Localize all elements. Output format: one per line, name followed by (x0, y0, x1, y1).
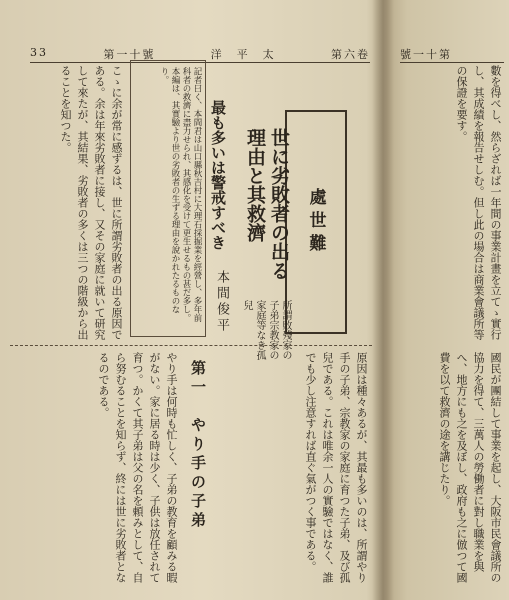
right-page-upper (398, 65, 504, 340)
article-author: 本間俊平 (214, 270, 229, 334)
editor-intro-box (130, 60, 206, 337)
section-heading: 第一 やり手の子弟 (189, 360, 207, 531)
header-right-volume: 號一十第 (400, 48, 452, 61)
right-page-lower (398, 352, 504, 592)
section-label: 處世難 (305, 187, 326, 257)
body-column-upper (10, 65, 125, 340)
editor-intro-text: 記者曰く、本間君は山口縣秋吉村に大理石採掘業を經營し、多年前科者の救濟に盡力せられ、其感化を受けて更生せるもの甚だ多し。本編は、其實驗より世の劣敗者の生ずる理由を說かれたるものなり。 (159, 67, 202, 322)
body-column-lower-left (10, 352, 180, 592)
article-subtitle: 最も多いは警戒すべき (209, 100, 227, 250)
right-page-upper-text: 數を得べし、然らざれば一年間の事業計畫を立てゝ實行し、其成績を報告せしむ。但し此の場合は商業會議所等の保證を要す。 (455, 65, 502, 340)
header-magazine-title: 洋 平 太 (210, 48, 276, 61)
article-title: 世に劣敗者の出る理由と其救濟 (244, 128, 290, 280)
body-lower-right-text: 原因は種々あるが、其最も多いのは、所謂やり手の子弟、宗教家の家庭に育つた子弟、及び孤兒である。これは唯余一人の實驗ではなく、誰でも少し注意すれば直ぐ氣がつく事である。 (304, 352, 368, 583)
body-upper-text: こゝに余が常に感ずるは、世に所謂劣敗者の出る原因である。余は年來劣敗者に接し、又その家庭に就いて研究して來たが、其結果、劣敗者の多くは三つの階級から出ることを知つた。 (59, 65, 123, 340)
body-column-lower-right (212, 352, 370, 592)
page-number: 33 (30, 46, 48, 59)
header-issue: 第六卷 (330, 48, 370, 61)
right-page-lower-text: 國民が團結して事業を起し、大阪市民會議所の協力を得て、三萬人の勞働者に對し職業を與へ、地方にも之を及ぼし、政府も之に倣つて國費を以て救濟の途を講じたり。 (438, 352, 502, 583)
header-volume: 第一十號 (103, 48, 156, 61)
body-lower-left-text: やり手は何時も忙しく、子弟の教育を顧みる暇がない。家に居る時は少く、子供は放任されて育つ。かくて其子弟は父の名を頼みとして、自ら努むることを知らず、終には世に劣敗者となるのである。 (97, 352, 178, 583)
page-gutter (372, 0, 394, 600)
column-divider (10, 345, 372, 346)
article-tagline: 所謂敗殘家の子弟宗教家の家庭等なき孤兒 (241, 300, 291, 360)
section-label-box (285, 110, 347, 334)
running-header-right (400, 46, 504, 63)
